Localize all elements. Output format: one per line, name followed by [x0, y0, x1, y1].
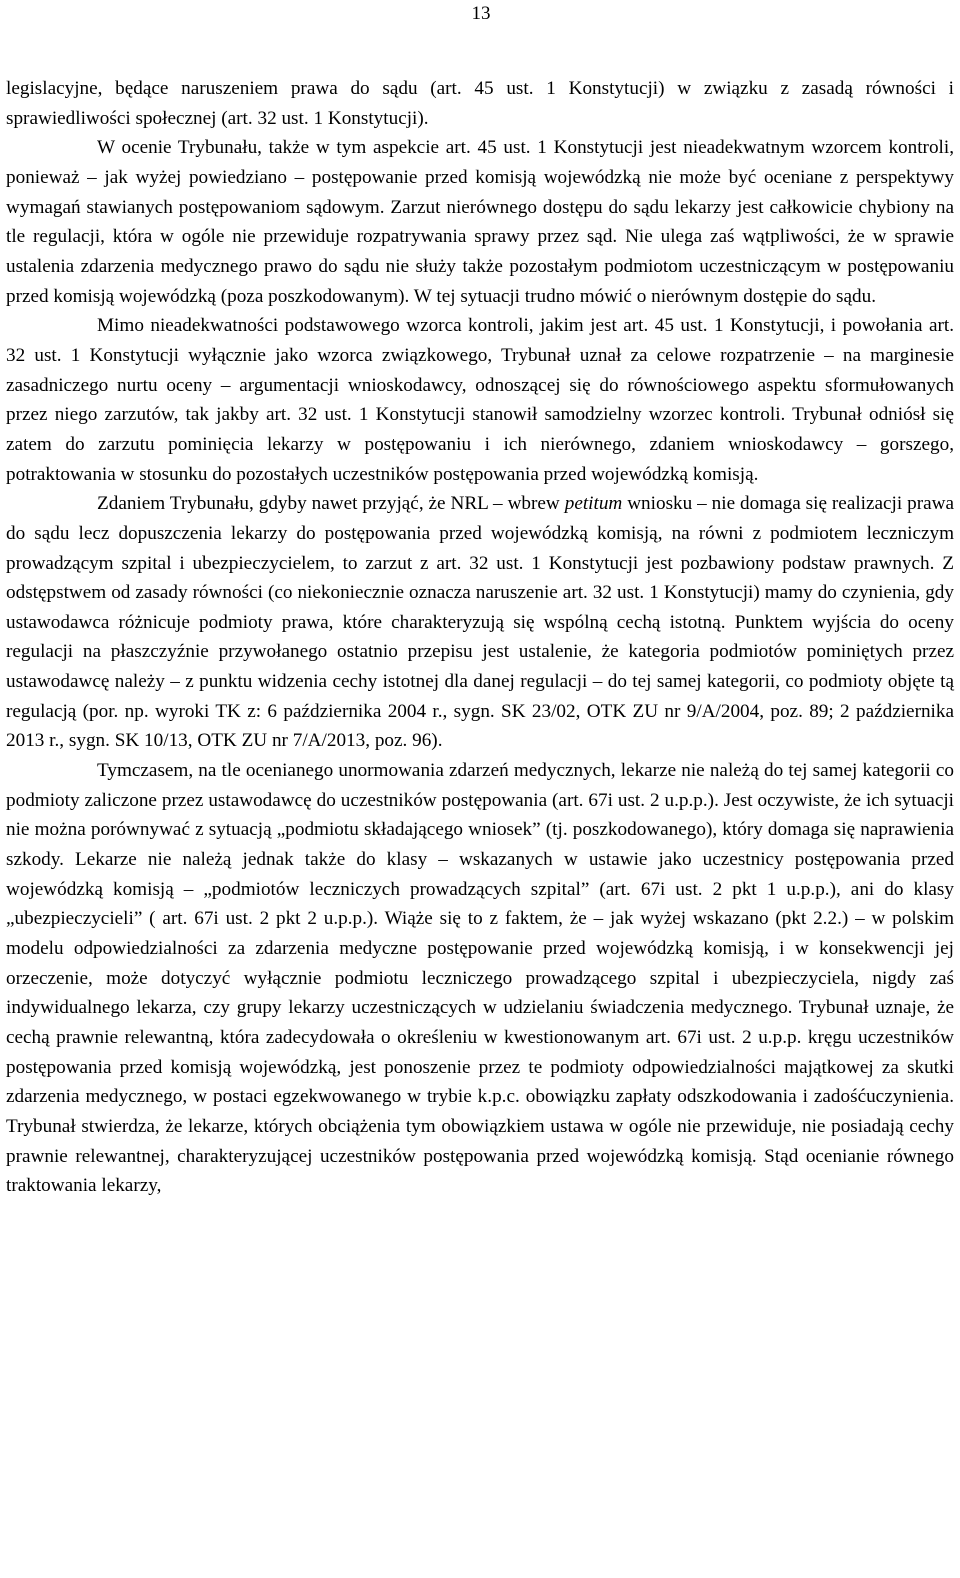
page-number: 13: [471, 3, 491, 24]
paragraph-3: Mimo nieadekwatności podstawowego wzorca kontroli, jakim jest art. 45 ust. 1 Konstytucji, i powołania art. 32 ust. 1 Konstytucji wyłącznie jako wzorca związkowego, Trybunał uznał za celowe rozpatrzenie – na marginesie zasadniczego nurtu oceny – argumentacji wnioskodawcy, odnoszącej się do równościowego aspektu sformułowanych przez niego zarzutów, tak jakby art. 32 ust. 1 Konstytucji stanowił samodzielny wzorzec kontroli. Trybunał odniósł się zatem do zarzutu pominięcia lekarzy w postępowaniu i ich nierównego, zdaniem wnioskodawcy – gorszego, potraktowania w stosunku do pozostałych uczestników postępowania przed wojewódzką komisją.: [6, 315, 954, 485]
paragraph-4-text-before: Zdaniem Trybunału, gdyby nawet przyjąć, że NRL – wbrew: [97, 493, 565, 515]
paragraph-4-italic-term: petitum: [564, 493, 623, 515]
paragraph-1: legislacyjne, będące naruszeniem prawa do sądu (art. 45 ust. 1 Konstytucji) w związku z zasadą równości i sprawiedliwości społecznej (art. 32 ust. 1 Konstytucji).: [6, 78, 954, 129]
paragraph-4: [6, 489, 954, 756]
paragraph-4-text-after: wniosku – nie domaga się realizacji prawa do sądu lecz dopuszczenia lekarzy do postępowania przed wojewódzką komisją, na równi z podmiotem leczniczym prowadzącym szpital i ubezpieczycielem, to zarzut z art. 32 ust. 1 Konstytucji jest pozbawiony podstaw prawnych. Z odstępstwem od zasady równości (co niekoniecznie oznacza naruszenie art. 32 ust. 1 Konstytucji) mamy do czynienia, gdy ustawodawca różnicuje podmioty prawa, które charakteryzują się wspólną cechą istotną. Punktem wyjścia do oceny regulacji na płaszczyźnie przywołanego ostatnio przepisu jest ustalenie, że kategoria podmiotów pominiętych przez ustawodawcę należy – z punktu widzenia cechy istotnej dla danej regulacji – do tej samej kategorii, co podmioty objęte tą regulacją (por. np. wyroki TK z: 6 października 2004 r., sygn. SK 23/02, OTK ZU nr 9/A/2004, poz. 89; 2 października 2013 r., sygn. SK 10/13, OTK ZU nr 7/A/2013, poz. 96).: [6, 493, 954, 752]
paragraph-5: Tymczasem, na tle ocenianego unormowania zdarzeń medycznych, lekarze nie należą do tej samej kategorii co podmioty zaliczone przez ustawodawcę do uczestników postępowania (art. 67i ust. 2 u.p.p.). Jest oczywiste, że ich sytuacji nie można porównywać z sytuacją „podmiotu składającego wniosek” (tj. poszkodowanego), który domaga się naprawienia szkody. Lekarze nie należą jednak także do klasy – wskazanych w ustawie jako uczestnicy postępowania przed wojewódzką komisją – „podmiotów leczniczych prowadzących szpital” (art. 67i ust. 2 pkt 1 u.p.p.), ani do klasy „ubezpieczycieli” ( art. 67i ust. 2 pkt 2 u.p.p.). Wiąże się to z faktem, że – jak wyżej wskazano (pkt 2.2.) – w polskim modelu odpowiedzialności za zdarzenia medyczne postępowanie przed wojewódzką komisją, i w konsekwencji jej orzeczenie, może dotyczyć wyłącznie podmiotu leczniczego prowadzącego szpital i ubezpieczyciela, nigdy zaś indywidualnego lekarza, czy grupy lekarzy uczestniczących w udzielaniu świadczenia medycznego. Trybunał uznaje, że cechą prawnie relewantną, która zadecydowała o określeniu w kwestionowanym art. 67i ust. 2 u.p.p. kręgu uczestników postępowania przed komisją wojewódzką, jest ponoszenie przez te podmioty odpowiedzialności majątkowej za skutki zdarzenia medycznego, w postaci egzekwowanego w trybie k.p.c. obowiązku zapłaty odszkodowania i zadośćuczynienia. Trybunał stwierdza, że lekarze, których obciążenia tym obowiązkiem ustawa w ogóle nie przewiduje, nie posiadają cechy prawnie relewantnej, charakteryzującej uczestników postępowania przed wojewódzką komisją. Stąd ocenianie równego traktowania lekarzy,: [6, 760, 954, 1197]
paragraph-2: W ocenie Trybunału, także w tym aspekcie art. 45 ust. 1 Konstytucji jest nieadekwatnym wzorcem kontroli, ponieważ – jak wyżej powiedziano – postępowanie przed komisją wojewódzką nie może być oceniane z perspektywy wymagań stawianych postępowaniom sądowym. Zarzut nierównego dostępu do sądu lekarzy jest całkowicie chybiony na tle regulacji, która w ogóle nie przewiduje rozpatrywania sprawy przez sąd. Nie ulega zaś wątpliwości, że w sprawie ustalenia zdarzenia medycznego prawo do sądu nie służy także pozostałym podmiotom uczestniczącym w postępowaniu przed komisją wojewódzką (poza poszkodowanym). W tej sytuacji trudno mówić o nierównym dostępie do sądu.: [6, 137, 954, 307]
document-body: [6, 74, 954, 1201]
